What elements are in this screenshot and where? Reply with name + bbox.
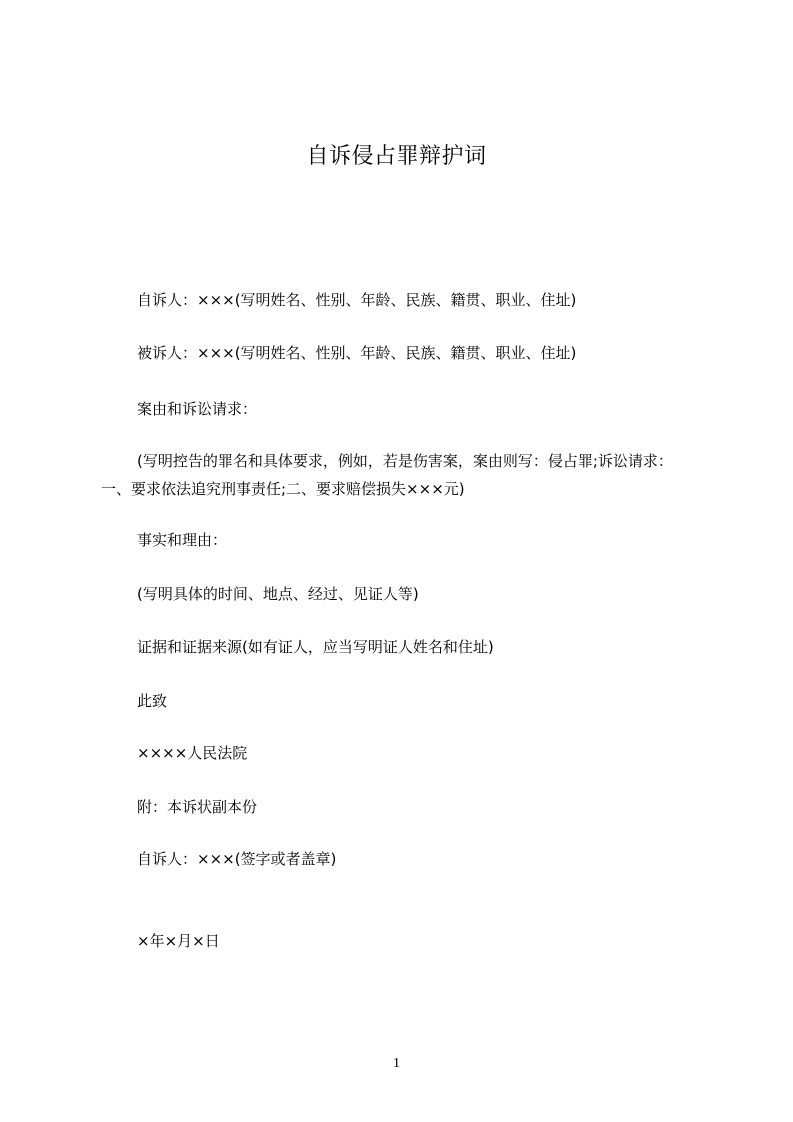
attachment-line: 附：本诉状副本份 <box>137 798 258 816</box>
signature-line: 自诉人：×××(签字或者盖章) <box>137 850 337 868</box>
plaintiff-line: 自诉人：×××(写明姓名、性别、年龄、民族、籍贯、职业、住址) <box>137 291 577 309</box>
court-name: ××××人民法院 <box>137 744 248 762</box>
facts-heading: 事实和理由： <box>137 531 228 549</box>
document-title: 自诉侵占罪辩护词 <box>306 144 487 169</box>
facts-body: (写明具体的时间、地点、经过、见证人等) <box>137 585 419 603</box>
salutation: 此致 <box>137 692 168 710</box>
cause-body-line-2: 一、要求依法追究刑事责任;二、要求赔偿损失×××元) <box>101 480 465 498</box>
cause-body-line-1: (写明控告的罪名和具体要求，例如，若是伤害案，案由则写：侵占罪;诉讼请求： <box>137 452 673 470</box>
defendant-line: 被诉人：×××(写明姓名、性别、年龄、民族、籍贯、职业、住址) <box>137 344 577 362</box>
date-line: ×年×月×日 <box>137 932 220 950</box>
cause-heading: 案由和诉讼请求： <box>137 400 258 418</box>
page-number: 1 <box>393 1056 400 1071</box>
evidence-line: 证据和证据来源(如有证人，应当写明证人姓名和住址) <box>137 638 494 656</box>
